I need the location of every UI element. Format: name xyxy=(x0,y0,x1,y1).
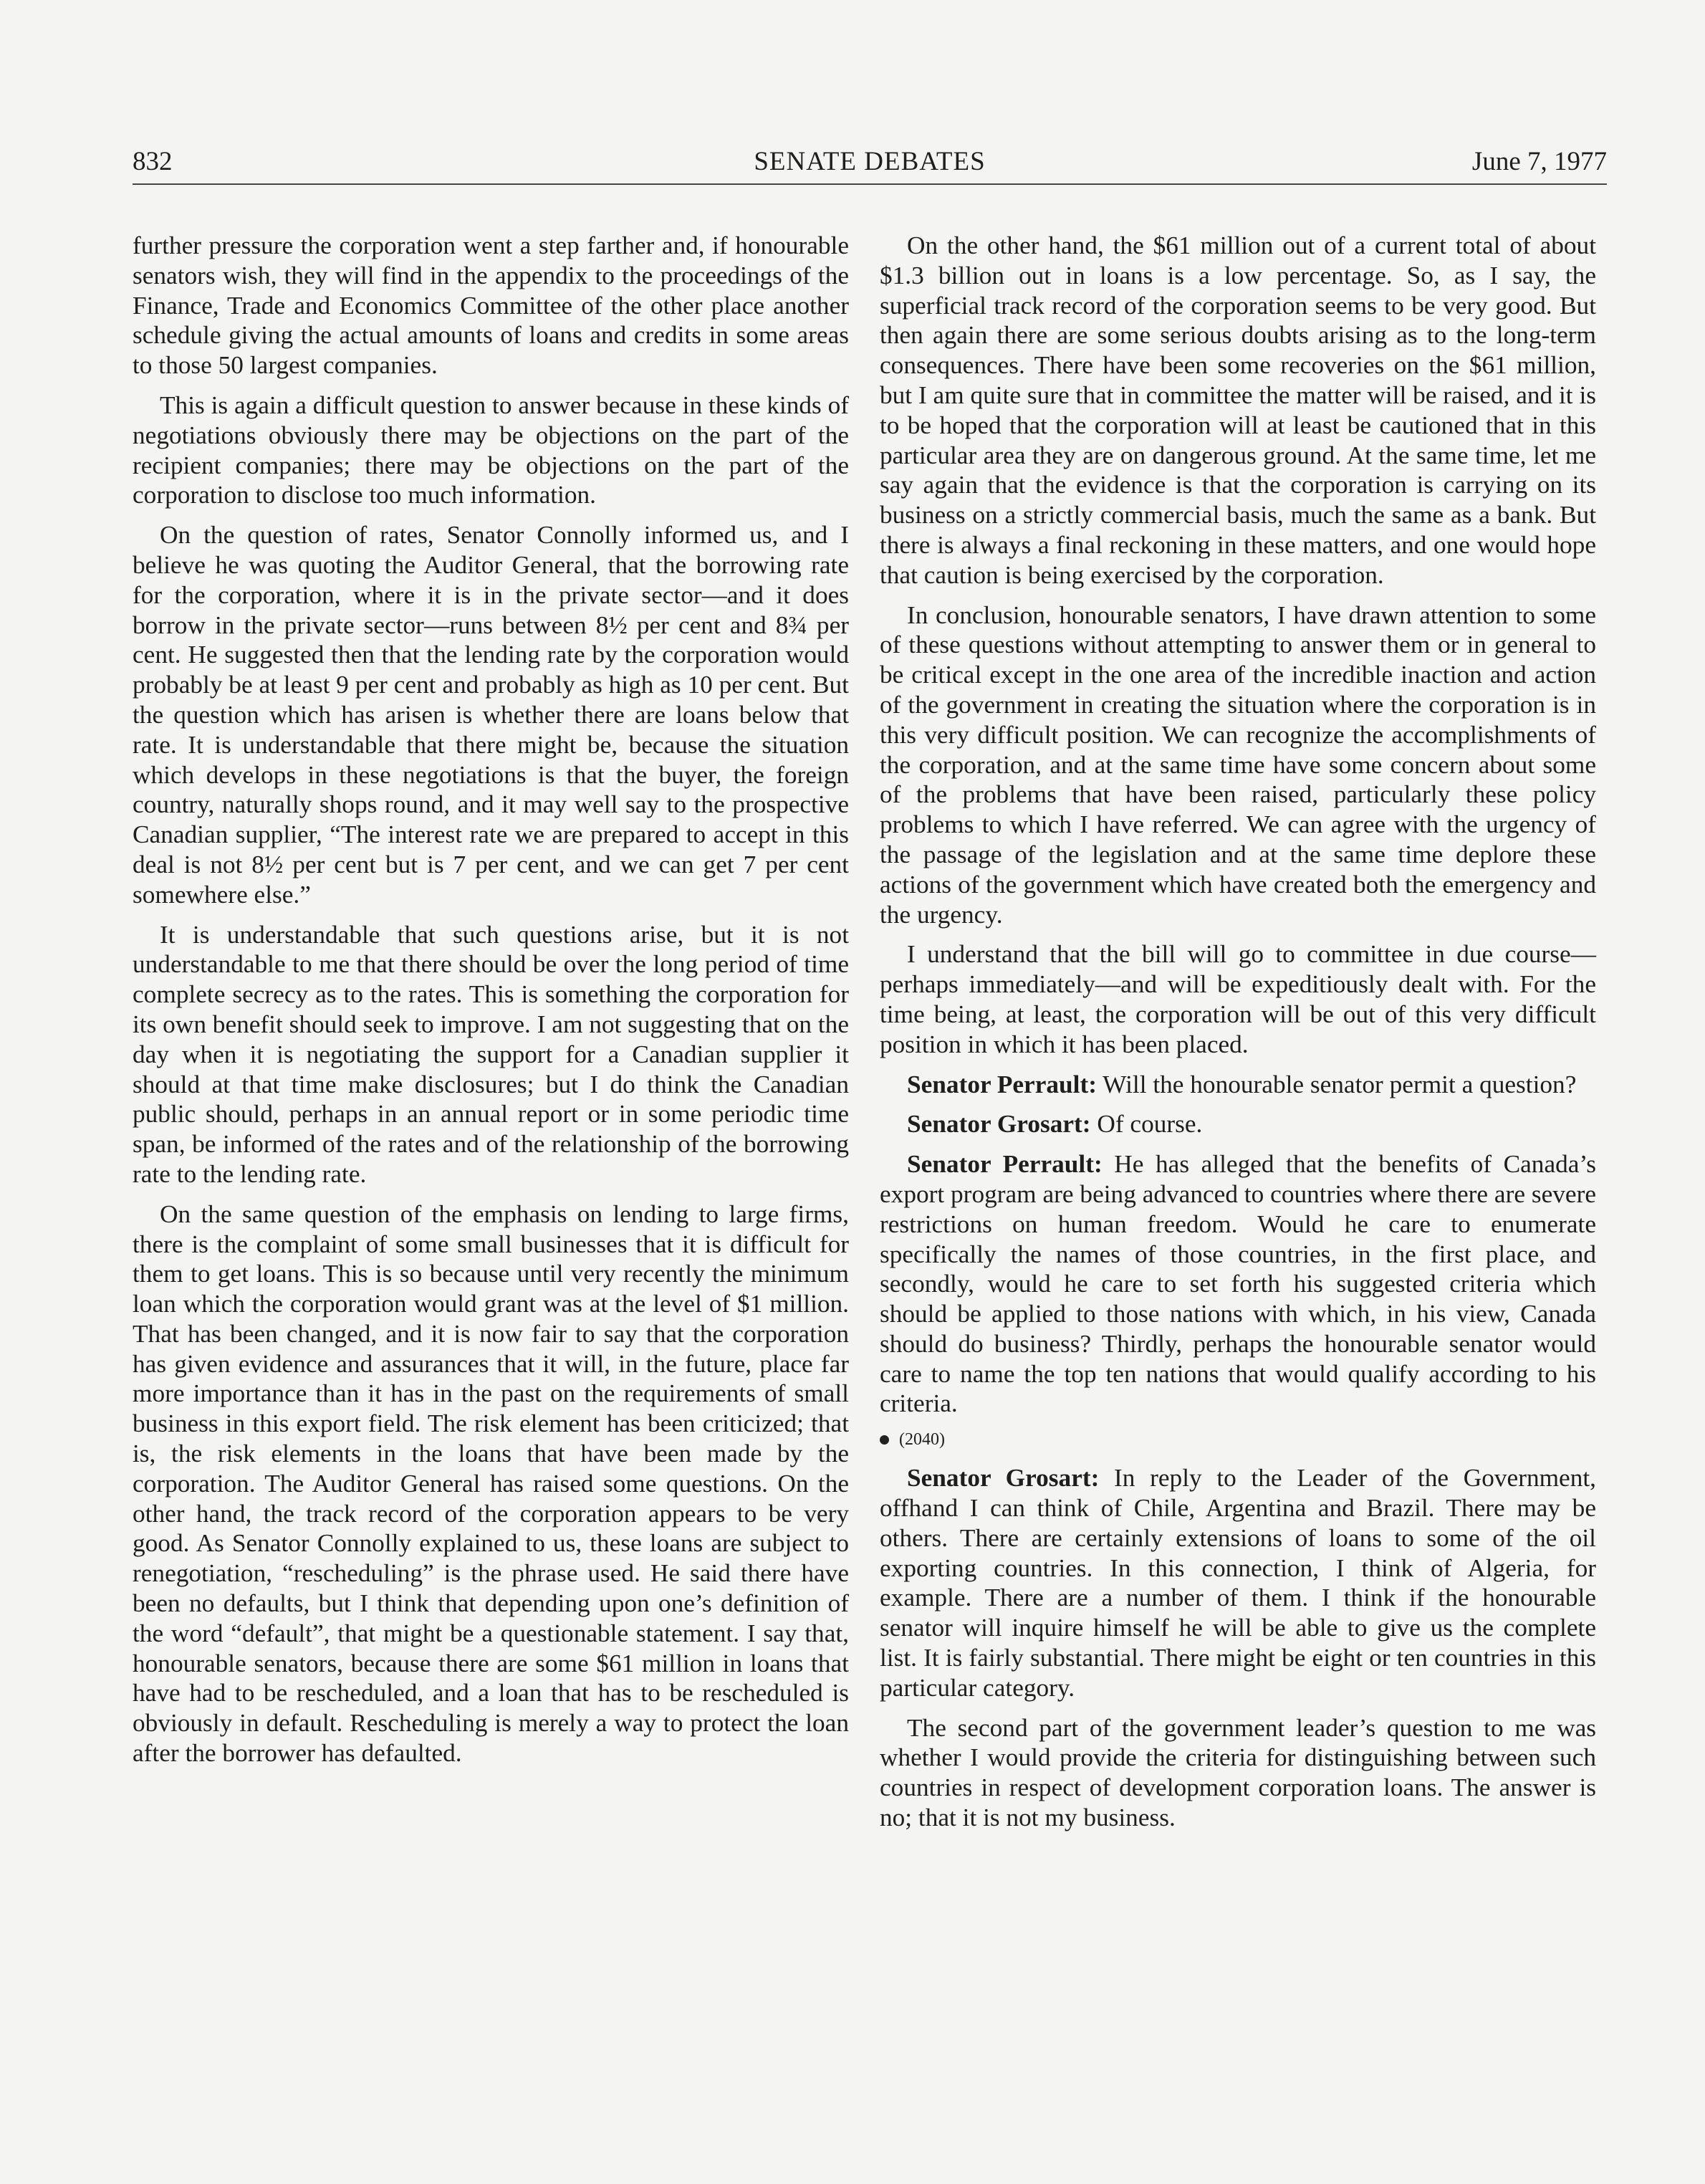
paragraph: The second part of the government leader’s question to me was whether I would provide the criteria for distinguishing between such countries in respect of development corporation loans. The answer is no; that it is not my business. xyxy=(880,1713,1596,1832)
speech-text: Will the honourable senator permit a question? xyxy=(1097,1070,1577,1098)
paragraph: I understand that the bill will go to committee in due course—perhaps immediately—and will be expeditiously dealt with. For the time being, at least, the corporation will be out of this very difficult position in which it has been placed. xyxy=(880,940,1596,1058)
paragraph: On the same question of the emphasis on lending to large firms, there is the complaint of some small businesses that it is difficult for them to get loans. This is so because until very recently the minimum loan which the corporation would grant was at the level of $1 million. That has been changed, and it is now fair to say that the corporation has given evidence and assurances that it will, in the future, place far more importance than it has in the past on the requirements of small business in this export field. The risk element has been criticized; that is, the risk elements in the loans that have been made by the corporation. The Auditor General has raised some questions. On the other hand, the track record of the corporation appears to be very good. As Senator Connolly explained to us, these loans are subject to renegotiation, “rescheduling” is the phrase used. He said there have been no defaults, but I think that depending upon one’s definition of the word “default”, that might be a questionable statement. I say that, honourable senators, because there are some $61 million in loans that have had to be rescheduled, and a loan that has to be rescheduled is obviously in default. Rescheduling is merely a way to protect the loan after the borrower has defaulted. xyxy=(133,1199,849,1768)
speaker-name: Senator Perrault: xyxy=(907,1150,1103,1179)
speech xyxy=(880,1463,1596,1702)
paragraph: further pressure the corporation went a step farther and, if honourable senators wish, they will find in the appendix to the proceedings of the Finance, Trade and Economics Committee of the other place another schedule giving the actual amounts of loans and credits in some areas to those 50 largest companies. xyxy=(133,231,849,380)
paragraph: In conclusion, honourable senators, I have drawn attention to some of these questions without attempting to answer them or in general to be critical except in the one area of the incredible inaction and action of the government in creating the situation where the corporation is in this very difficult position. We can recognize the accomplishments of the corporation, and at the same time have some concern about some of the problems that have been raised, particularly these policy problems to which I have referred. We can agree with the urgency of the passage of the legislation and at the same time deplore these actions of the government which have created both the emergency and the urgency. xyxy=(880,600,1596,929)
bullet-icon xyxy=(880,1435,889,1445)
speech xyxy=(880,1149,1596,1419)
speech xyxy=(880,1070,1596,1100)
page-number: 832 xyxy=(133,147,173,176)
left-column xyxy=(133,231,849,1778)
speech-text: In reply to the Leader of the Government, offhand I can think of Chile, Argentina and Brazil. There may be others. There are certainly extensions of loans to some of the oil exporting countries. In this connection, I think of Algeria, for example. There are a number of them. I think if the honourable senator will inquire himself he will be able to give us the complete list. It is fairly substantial. There might be eight or ten countries in this particular category. xyxy=(880,1464,1596,1702)
speech xyxy=(880,1109,1596,1139)
paragraph: On the other hand, the $61 million out of a current total of about $1.3 billion out in loans is a low percentage. So, as I say, the superficial track record of the corporation seems to be very good. But then again there are some serious doubts arising as to the long-term consequences. There have been some recoveries on the $61 million, but I am quite sure that in committee the matter will be raised, and it is to be hoped that the corporation will at least be cautioned that in this particular area they are on dangerous ground. At the same time, let me say again that the evidence is that the corporation is carrying on its business on a strictly commercial basis, much the same as a bank. But there is always a final reckoning in these matters, and one would hope that caution is being exercised by the corporation. xyxy=(880,231,1596,589)
speaker-name: Senator Grosart: xyxy=(907,1110,1091,1139)
publication-title: SENATE DEBATES xyxy=(754,147,986,176)
right-column xyxy=(880,231,1596,1843)
page-header xyxy=(133,146,1607,185)
speaker-name: Senator Grosart: xyxy=(907,1464,1100,1493)
paragraph: This is again a difficult question to answer because in these kinds of negotiations obviously there may be objections on the part of the recipient companies; there may be objections on the part of the corporation to disclose too much information. xyxy=(133,391,849,509)
speaker-name: Senator Perrault: xyxy=(907,1070,1097,1098)
paragraph: It is understandable that such questions arise, but it is not understandable to me that there should be over the long period of time complete secrecy as to the rates. This is something the corporation for its own benefit should seek to improve. I am not suggesting that on the day when it is negotiating the support for a Canadian supplier it should at that time make disclosures; but I do think the Canadian public should, perhaps in an annual report or in some periodic time span, be informed of the rates and of the relationship of the borrowing rate to the lending rate. xyxy=(133,920,849,1188)
publication-date: June 7, 1977 xyxy=(1471,147,1607,176)
paragraph: On the question of rates, Senator Connolly informed us, and I believe he was quoting the Auditor General, that the borrowing rate for the corporation, where it is in the private sector—and it does borrow in the private sector—runs between 8½ per cent and 8¾ per cent. He suggested then that the lending rate by the corporation would probably be at least 9 per cent and probably as high as 10 per cent. But the question which has arisen is whether there are loans below that rate. It is understandable that there might be, because the situation which develops in these negotiations is that the buyer, the foreign country, naturally shops round, and it may well say to the prospective Canadian supplier, “The interest rate we are prepared to accept in this deal is not 8½ per cent but is 7 per cent, and we can get 7 per cent somewhere else.” xyxy=(133,521,849,909)
time-marker xyxy=(880,1429,1596,1450)
speech-text: Of course. xyxy=(1090,1110,1203,1139)
speech-text: He has alleged that the benefits of Canada’s export program are being advanced to countries where there are severe restrictions on human freedom. Would he care to enumerate specifically the names of those countries, in the first place, and secondly, would he care to set forth his suggested criteria which should be applied to those nations with which, in his view, Canada should do business? Thirdly, perhaps the honourable senator would care to name the top ten nations that would qualify according to his criteria. xyxy=(880,1150,1596,1418)
time-marker-text: (2040) xyxy=(899,1430,945,1450)
